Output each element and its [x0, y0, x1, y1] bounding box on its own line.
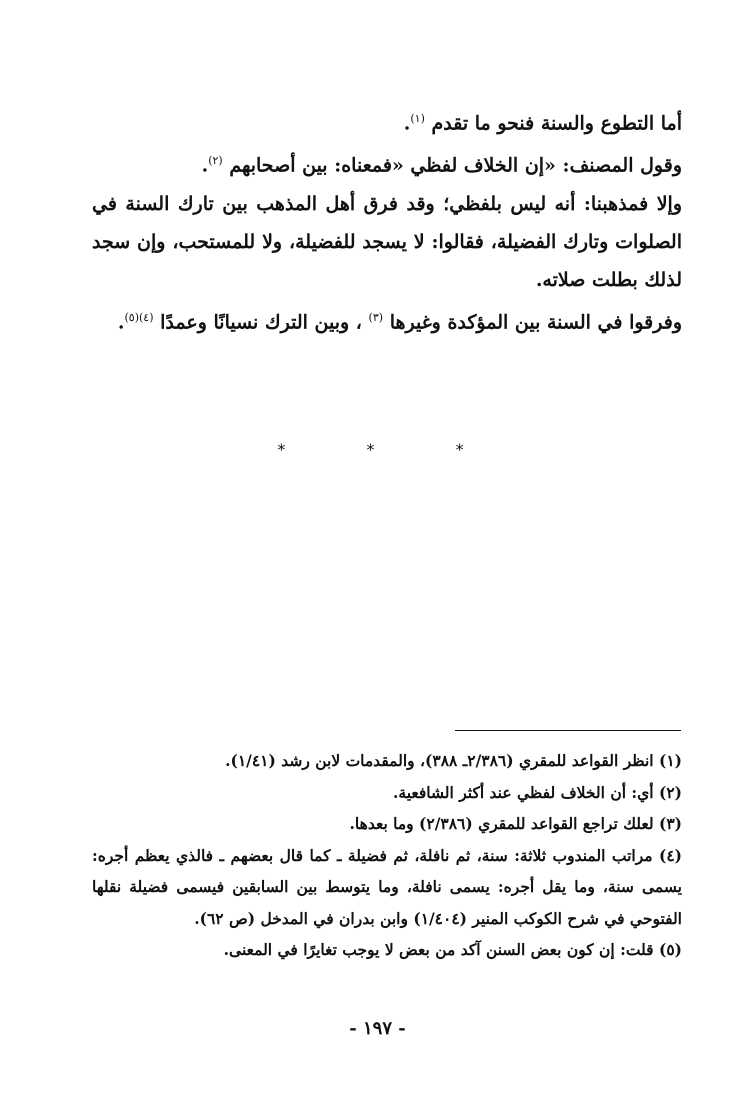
- paragraph-1: [92, 100, 682, 142]
- paragraph-4-end: .: [117, 310, 125, 333]
- paragraph-1-text: أما التطوع والسنة فنحو ما تقدم: [431, 112, 682, 135]
- paragraph-2-text: وقول المصنف: «إن الخلاف لفظي «فمعناه: بين أصحابهم: [229, 154, 682, 177]
- footnote-2: (٢) أي: أن الخلاف لفظي عند أكثر الشافعية.: [392, 782, 682, 802]
- footnote-ref-2: (٢): [208, 154, 223, 168]
- paragraph-3-text: وإلا فمذهبنا: أنه ليس بلفظي؛ وقد فرق أهل المذهب بين تارك السنة في الصلوات وتارك الفضيلة، فقالوا: لا يسجد للفضيلة، ولا للمستحب، وإن سجد لذلك بطلت صلاته.: [92, 192, 682, 291]
- footnote-1: (١) انظر القواعد للمقري (٢/٣٨٦ـ ٣٨٨)، والمقدمات لابن رشد (١/٤١).: [225, 751, 682, 770]
- paragraph-4-text: وفرقوا في السنة بين المؤكدة وغيرها: [389, 310, 682, 333]
- footnote-ref-4-5: (٤)(٥): [124, 310, 154, 324]
- page-number: - ١٩٧ -: [349, 1018, 406, 1039]
- paragraph-4-continuation: ، وبين الترك نسيانًا وعمدًا: [160, 310, 362, 333]
- footnote-ref-1: (١): [410, 112, 425, 125]
- footnote-4: (٤) مراتب المندوب ثلاثة: سنة، ثم نافلة، ثم فضيلة ـ كما قال بعضهم ـ فالذي يعظم أجره: يسمى سنة، وما يقل أجره: يسمى نافلة، وما يتوسط بين السابقين فيسمى فضيلة نقلها الفتوحي في شرح الكوكب المنير (١/٤٠٤) وابن بدران في المدخل (ص ٦٢).: [92, 845, 682, 928]
- paragraph-3: [92, 185, 682, 299]
- main-text: [92, 100, 682, 341]
- paragraph-4: [92, 299, 682, 341]
- paragraph-2: [92, 142, 682, 184]
- footnote-5: (٥) قلت: إن كون بعض السنن آكد من بعض لا يوجب تغايرًا في المعنى.: [223, 940, 682, 959]
- paragraph-1-end: .: [403, 112, 411, 135]
- paragraph-2-end: .: [201, 154, 209, 177]
- footnote-ref-3: (٣): [368, 310, 384, 324]
- footnote-3: (٣) لعلك تراجع القواعد للمقري (٢/٣٨٦) وما بعدها.: [349, 814, 682, 833]
- section-separator: * * *: [277, 440, 502, 459]
- footnote-divider: [455, 730, 681, 731]
- footnotes: [92, 745, 682, 966]
